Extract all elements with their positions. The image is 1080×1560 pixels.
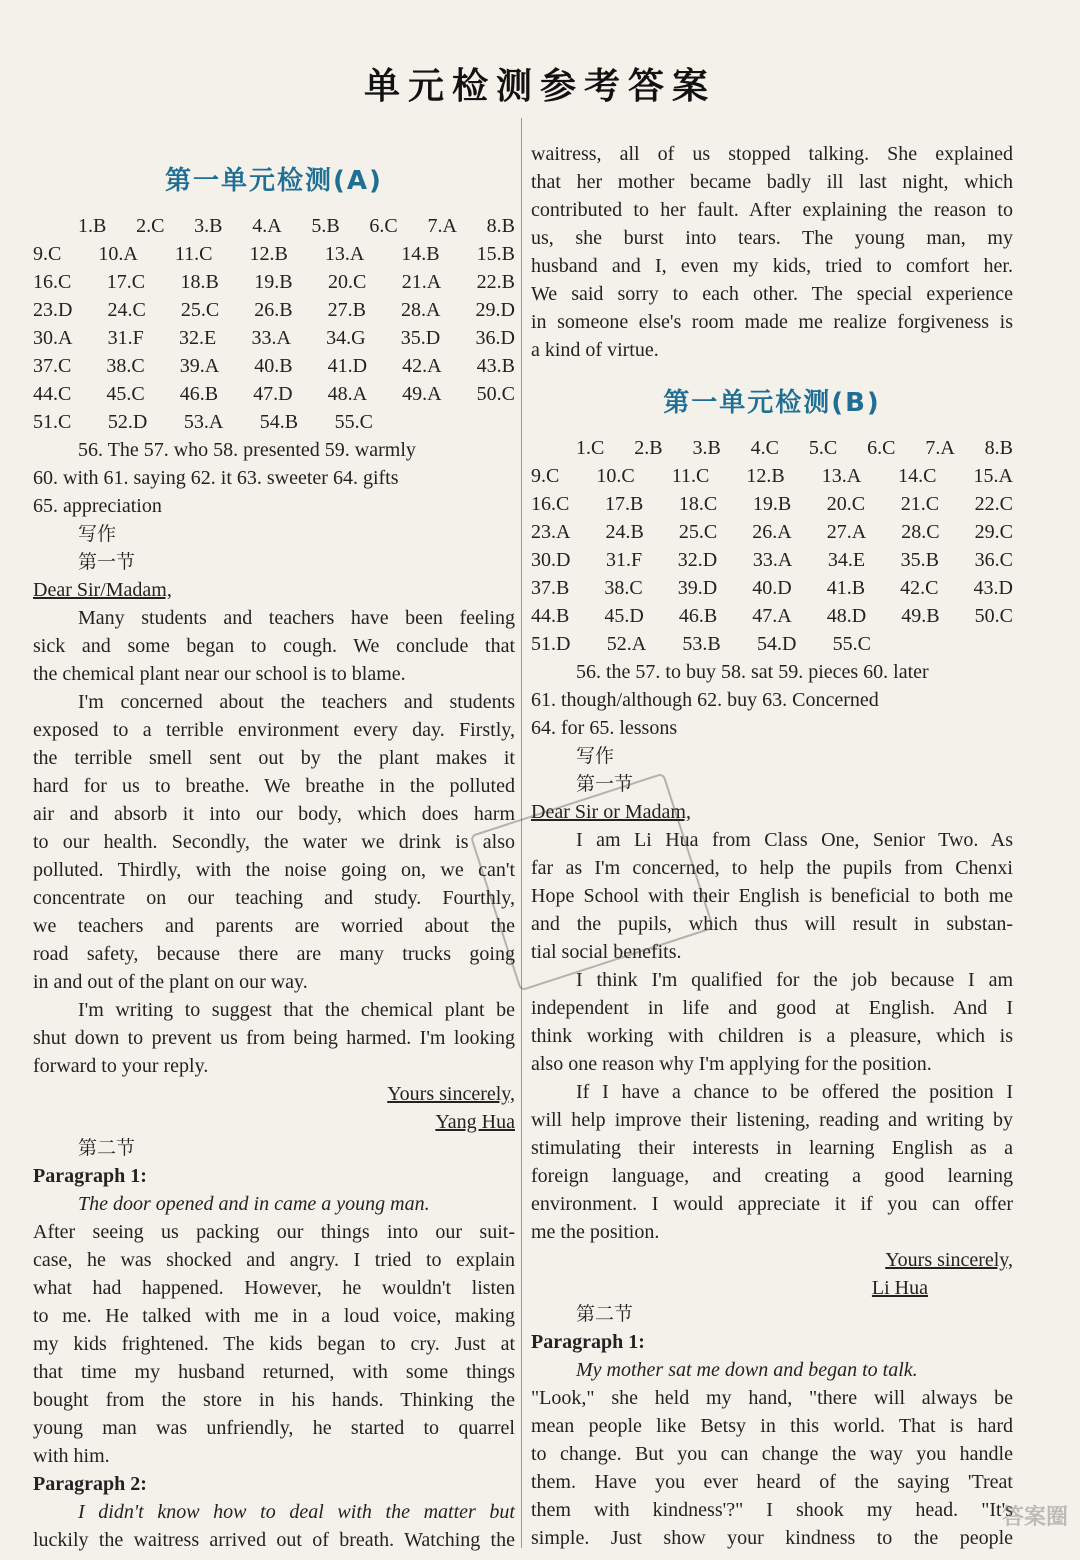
answer: 7.A — [925, 437, 955, 459]
fill-answers: 56. the 57. to buy 58. sat 59. pieces 60. later — [576, 661, 929, 683]
answer: 50.C — [476, 383, 515, 405]
answer: 18.C — [678, 493, 718, 515]
paragraph1-label: Paragraph 1: — [33, 1165, 147, 1187]
story-line: The door opened and in came a young man. — [78, 1193, 430, 1215]
mcq-row — [33, 212, 515, 240]
letter-line: air and absorb it into our body, which does harm — [33, 803, 515, 825]
mcq-row — [33, 240, 515, 268]
answer: 36.D — [475, 327, 515, 349]
mcq-row — [531, 630, 871, 658]
answer: 48.D — [826, 605, 867, 627]
answer: 5.C — [808, 437, 838, 459]
story-line: that her mother became badly ill last night, which — [531, 171, 1013, 193]
story-line: We said sorry to each other. The special experience — [531, 283, 1013, 305]
story-line: us, she burst into tears. The young man, my — [531, 227, 1013, 249]
answer: 15.B — [476, 243, 515, 265]
part2-label: 第二节 — [78, 1137, 136, 1159]
story-line: a kind of virtue. — [531, 339, 659, 361]
answer: 11.C — [174, 243, 213, 265]
signature-text: Yang Hua — [435, 1111, 515, 1133]
answer: 34.E — [827, 549, 866, 571]
letter-line: sick and some began to cough. We conclude that — [33, 635, 515, 657]
answer: 30.D — [531, 549, 571, 571]
fill-answers: 60. with 61. saying 62. it 63. sweeter 64. gifts — [33, 467, 399, 489]
answer: 34.G — [326, 327, 366, 349]
answer: 2.C — [136, 215, 165, 237]
letter-line: also one reason why I'm applying for the position. — [531, 1053, 932, 1075]
letter-line: tial social benefits. — [531, 941, 682, 963]
story-line: I didn't know how to deal with the matter but — [78, 1501, 515, 1523]
answer: 53.A — [183, 411, 224, 433]
story-line: my kids frightened. The kids began to cry. Just at — [33, 1333, 515, 1355]
story-line: husband and I, even my kids, tried to comfort her. — [531, 255, 1013, 277]
answer: 44.B — [531, 605, 570, 627]
answer: 16.C — [531, 493, 570, 515]
letter-line: If I have a chance to be offered the position I — [576, 1081, 1013, 1103]
letter-line: far as I'm concerned, to help the pupils from Chenxi — [531, 857, 1013, 879]
answer: 26.B — [254, 299, 293, 321]
fill-answers: 65. appreciation — [33, 495, 162, 517]
story-line: to change. But you can change the way you handle — [531, 1443, 1013, 1465]
answer: 46.B — [179, 383, 219, 405]
answer: 19.B — [254, 271, 293, 293]
answer: 40.B — [254, 355, 293, 377]
letter-closing — [531, 1246, 1013, 1274]
answer: 5.B — [311, 215, 340, 237]
answer: 22.C — [974, 493, 1013, 515]
story-line: what had happened. However, he wouldn't listen — [33, 1277, 515, 1299]
letter-signature — [33, 1108, 515, 1136]
letter-signature — [531, 1274, 1013, 1302]
writing-label: 写作 — [78, 523, 117, 545]
answer: 10.C — [596, 465, 635, 487]
answer: 28.C — [901, 521, 940, 543]
part1-label: 第一节 — [78, 551, 136, 573]
writing-label: 写作 — [576, 745, 615, 767]
answer: 32.D — [677, 549, 718, 571]
answer: 15.A — [973, 465, 1013, 487]
letter-salutation — [531, 798, 1013, 826]
paragraph2-label: Paragraph 2: — [33, 1473, 147, 1495]
answer: 50.C — [974, 605, 1013, 627]
letter-line: hard for us to breathe. We breathe in the polluted — [33, 775, 515, 797]
answer: 8.B — [486, 215, 515, 237]
answer: 20.C — [826, 493, 866, 515]
paragraph1-label: Paragraph 1: — [531, 1331, 645, 1353]
answer: 7.A — [427, 215, 457, 237]
answer: 37.C — [33, 355, 72, 377]
mcq-row — [531, 490, 1013, 518]
answer: 10.A — [98, 243, 138, 265]
letter-line: stimulating their interests in learning English as a — [531, 1137, 1013, 1159]
letter-line: I'm writing to suggest that the chemical plant be — [78, 999, 515, 1021]
answer: 55.C — [334, 411, 373, 433]
answer: 3.B — [692, 437, 721, 459]
answer: 33.A — [752, 549, 793, 571]
answer: 44.C — [33, 383, 72, 405]
salutation-text: Dear Sir/Madam, — [33, 579, 172, 601]
answer: 47.D — [253, 383, 293, 405]
answer: 35.B — [900, 549, 940, 571]
answer: 38.C — [106, 355, 145, 377]
fill-answers: 64. for 65. lessons — [531, 717, 678, 739]
mcq-row — [531, 518, 1013, 546]
answer: 54.D — [756, 633, 797, 655]
letter-line: I am Li Hua from Class One, Senior Two. As — [576, 829, 1013, 851]
answer: 33.A — [251, 327, 291, 349]
salutation-text: Dear Sir or Madam, — [531, 801, 691, 823]
mcq-row — [33, 408, 373, 436]
letter-line: concentrate on our teaching and study. Fourthly, — [33, 887, 515, 909]
answer: 13.A — [324, 243, 365, 265]
answer: 49.A — [402, 383, 442, 405]
story-line: bought from the store in his hands. Thinking the — [33, 1389, 515, 1411]
answer: 40.D — [752, 577, 792, 599]
answer: 23.A — [531, 521, 571, 543]
story-line: young man was unfriendly, he started to quarrel — [33, 1417, 515, 1439]
fill-answers: 56. The 57. who 58. presented 59. warmly — [78, 439, 416, 461]
answer: 42.C — [900, 577, 939, 599]
answer: 12.B — [249, 243, 288, 265]
story-line: My mother sat me down and began to talk. — [576, 1359, 918, 1381]
answer: 38.C — [604, 577, 643, 599]
letter-line: Hope School with their English is beneficial to both me — [531, 885, 1013, 907]
fill-answers: 61. though/although 62. buy 63. Concerned — [531, 689, 879, 711]
mcq-row — [33, 324, 515, 352]
answer: 20.C — [328, 271, 367, 293]
answer: 2.B — [634, 437, 663, 459]
closing-text: Yours sincerely, — [387, 1083, 515, 1105]
letter-line: in and out of the plant on our way. — [33, 971, 308, 993]
answer: 41.D — [327, 355, 368, 377]
answer: 27.B — [327, 299, 366, 321]
letter-line: we teachers and parents are worried about the — [33, 915, 515, 937]
answer: 51.D — [531, 633, 571, 655]
story-line: "Look," she held my hand, "there will always be — [531, 1387, 1013, 1409]
letter-line: road safety, because there are many trucks going — [33, 943, 515, 965]
answer: 55.C — [832, 633, 871, 655]
closing-text: Yours sincerely, — [885, 1249, 1013, 1271]
story-line: with him. — [33, 1445, 110, 1467]
answer: 21.A — [401, 271, 442, 293]
answer: 17.B — [604, 493, 644, 515]
answer: 13.A — [821, 465, 862, 487]
answer: 14.C — [898, 465, 937, 487]
answer: 4.A — [252, 215, 282, 237]
answer: 14.B — [401, 243, 440, 265]
answer: 25.C — [678, 521, 718, 543]
letter-line: forward to your reply. — [33, 1055, 209, 1077]
answer: 43.B — [476, 355, 515, 377]
story-line: them. Have you ever heard of the saying 'Treat — [531, 1471, 1013, 1493]
answer: 18.B — [180, 271, 219, 293]
answer: 27.A — [826, 521, 867, 543]
answer: 9.C — [33, 243, 62, 265]
answer: 1.C — [576, 437, 605, 459]
answer: 12.B — [746, 465, 785, 487]
letter-line: environment. I would appreciate it if you can offer — [531, 1193, 1013, 1215]
answer: 47.A — [752, 605, 792, 627]
story-line: After seeing us packing our things into our suit- — [33, 1221, 515, 1243]
story-line: them with kindness'?" I shook my head. "It's — [531, 1499, 1013, 1521]
answer: 31.F — [606, 549, 643, 571]
answer: 22.B — [476, 271, 515, 293]
answer: 28.A — [400, 299, 441, 321]
story-line: mean people like Betsy in this world. That is hard — [531, 1415, 1013, 1437]
mcq-row — [33, 268, 515, 296]
page-title: 单元检测参考答案 — [363, 66, 716, 107]
mcq-row — [531, 546, 1013, 574]
letter-closing — [33, 1080, 515, 1108]
letter-salutation — [33, 576, 515, 604]
answer: 11.C — [671, 465, 710, 487]
letter-line: me the position. — [531, 1221, 660, 1243]
answer: 49.B — [901, 605, 940, 627]
answer: 6.C — [369, 215, 398, 237]
mcq-row — [531, 462, 1013, 490]
story-line: in someone else's room made me realize forgiveness is — [531, 311, 1013, 333]
answer: 24.B — [605, 521, 644, 543]
answer: 30.A — [33, 327, 73, 349]
answer: 43.D — [973, 577, 1013, 599]
story-line: that time my husband returned, with some things — [33, 1361, 515, 1383]
letter-line: I think I'm qualified for the job because I am — [576, 969, 1013, 991]
story-line: luckily the waitress arrived out of breath. Watching the — [33, 1529, 515, 1551]
answer: 37.B — [531, 577, 570, 599]
answer: 41.B — [826, 577, 866, 599]
story-line: contributed to her fault. After explaining the reason to — [531, 199, 1013, 221]
letter-line: polluted. Thirdly, with the noise going on, we can't — [33, 859, 515, 881]
letter-line: independent in life and good at English. And I — [531, 997, 1013, 1019]
mcq-row — [33, 380, 515, 408]
answer: 39.A — [179, 355, 220, 377]
answer: 32.E — [179, 327, 217, 349]
answer: 45.D — [604, 605, 644, 627]
answer: 6.C — [867, 437, 896, 459]
answer: 29.D — [475, 299, 515, 321]
answer: 1.B — [78, 215, 107, 237]
story-line: to me. He talked with me in a loud voice, making — [33, 1305, 515, 1327]
answer: 9.C — [531, 465, 560, 487]
answer: 16.C — [33, 271, 72, 293]
answer: 39.D — [677, 577, 718, 599]
answer: 21.C — [900, 493, 940, 515]
answer: 17.C — [106, 271, 146, 293]
mcq-row — [531, 602, 1013, 630]
letter-line: think working with children is a pleasure, which is — [531, 1025, 1013, 1047]
answer: 48.A — [327, 383, 368, 405]
letter-line: to our health. Secondly, the water we drink is also — [33, 831, 515, 853]
letter-line: will help improve their listening, reading and writing by — [531, 1109, 1013, 1131]
letter-line: exposed to a terrible environment every day. Firstly, — [33, 719, 515, 741]
answer: 46.B — [678, 605, 718, 627]
story-line: case, he was shocked and angry. I tried to explain — [33, 1249, 515, 1271]
story-line: simple. Just show your kindness to the people — [531, 1527, 1013, 1549]
answer: 52.A — [606, 633, 647, 655]
column-divider — [521, 118, 522, 1548]
answer: 42.A — [402, 355, 442, 377]
letter-line: I'm concerned about the teachers and students — [78, 691, 515, 713]
answer: 3.B — [194, 215, 223, 237]
letter-line: foreign language, and creating a good learning — [531, 1165, 1013, 1187]
section-title-b: 第一单元检测(B) — [663, 388, 881, 418]
section-title-a: 第一单元检测(A) — [165, 166, 383, 196]
answer: 26.A — [752, 521, 792, 543]
answer: 8.B — [984, 437, 1013, 459]
signature-text: Li Hua — [871, 1277, 928, 1299]
answer: 23.D — [33, 299, 73, 321]
letter-line: the chemical plant near our school is to blame. — [33, 663, 406, 685]
answer: 45.C — [106, 383, 145, 405]
mcq-row — [531, 434, 1013, 462]
letter-line: and the pupils, which thus will result in substan- — [531, 913, 1013, 935]
answer: 53.B — [682, 633, 721, 655]
answer: 24.C — [107, 299, 146, 321]
answer: 36.C — [974, 549, 1013, 571]
watermark-logo: 答案圈 — [1001, 1505, 1068, 1530]
answer: 35.D — [400, 327, 441, 349]
answer: 4.C — [750, 437, 779, 459]
answer: 51.C — [33, 411, 72, 433]
answer: 19.B — [752, 493, 792, 515]
letter-line: Many students and teachers have been feeling — [78, 607, 515, 629]
answer: 25.C — [180, 299, 220, 321]
mcq-row — [33, 296, 515, 324]
letter-line: shut down to prevent us from being harmed. I'm looking — [33, 1027, 515, 1049]
mcq-row — [531, 574, 1013, 602]
answer: 29.C — [974, 521, 1013, 543]
mcq-row — [33, 352, 515, 380]
answer: 52.D — [107, 411, 148, 433]
answer: 54.B — [259, 411, 299, 433]
part2-label: 第二节 — [576, 1303, 634, 1325]
story-line: waitress, all of us stopped talking. She explained — [531, 143, 1013, 165]
part1-label: 第一节 — [576, 773, 634, 795]
letter-line: the terrible smell sent out by the plant makes it — [33, 747, 515, 769]
answer: 31.F — [107, 327, 144, 349]
